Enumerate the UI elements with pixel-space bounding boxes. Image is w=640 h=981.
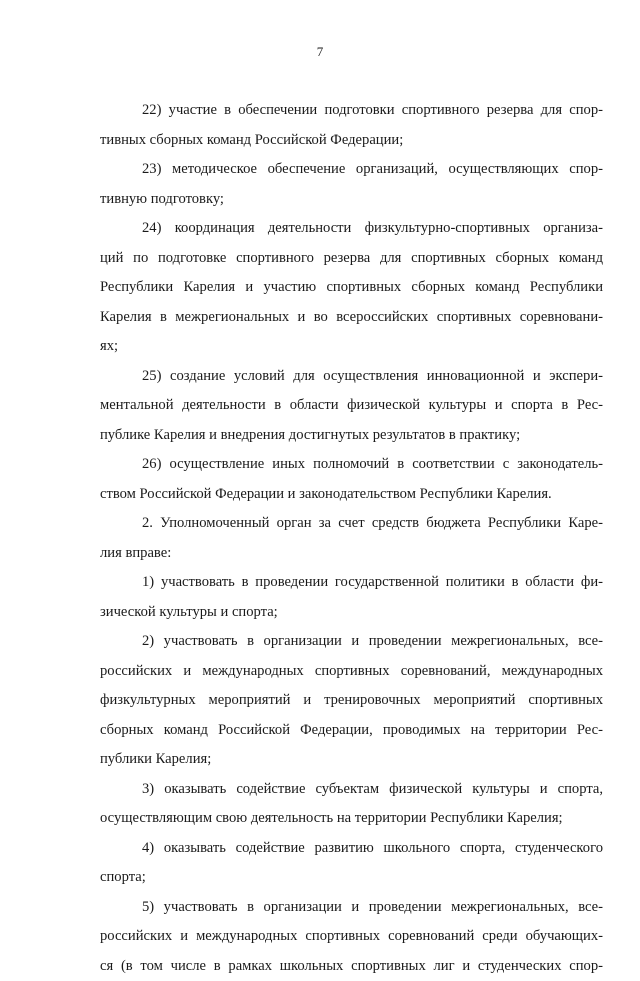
text-line: 5) участвовать в организации и проведении межрегиональных, все- xyxy=(100,893,603,923)
text-line: тивных сборных команд Российской Федерации; xyxy=(100,126,603,156)
text-line: 2. Уполномоченный орган за счет средств бюджета Республики Каре- xyxy=(100,509,603,539)
text-line: 25) создание условий для осуществления инновационной и экспери- xyxy=(100,362,603,392)
text-line: ментальной деятельности в области физической культуры и спорта в Рес- xyxy=(100,391,603,421)
text-line: спорта; xyxy=(100,863,603,893)
text-line: 2) участвовать в организации и проведении межрегиональных, все- xyxy=(100,627,603,657)
text-line: ях; xyxy=(100,332,603,362)
text-line: 3) оказывать содействие субъектам физической культуры и спорта, xyxy=(100,775,603,805)
text-line: публики Карелия; xyxy=(100,745,603,775)
text-line: сборных команд Российской Федерации, проводимых на территории Рес- xyxy=(100,716,603,746)
document-body xyxy=(100,96,603,981)
text-line: российских и международных спортивных соревнований, международных xyxy=(100,657,603,687)
text-line: Республики Карелия и участию спортивных сборных команд Республики xyxy=(100,273,603,303)
text-line: 24) координация деятельности физкультурно-спортивных организа- xyxy=(100,214,603,244)
text-line: физкультурных мероприятий и тренировочных мероприятий спортивных xyxy=(100,686,603,716)
text-line: 26) осуществление иных полномочий в соответствии с законодатель- xyxy=(100,450,603,480)
text-line: осуществляющим свою деятельность на территории Республики Карелия; xyxy=(100,804,603,834)
text-line: тивную подготовку; xyxy=(100,185,603,215)
text-line: публике Карелия и внедрения достигнутых результатов в практику; xyxy=(100,421,603,451)
text-line: лия вправе: xyxy=(100,539,603,569)
text-line: ством Российской Федерации и законодательством Республики Карелия. xyxy=(100,480,603,510)
text-line: 23) методическое обеспечение организаций, осуществляющих спор- xyxy=(100,155,603,185)
text-line: 1) участвовать в проведении государственной политики в области фи- xyxy=(100,568,603,598)
text-line: зической культуры и спорта; xyxy=(100,598,603,628)
text-line: 22) участие в обеспечении подготовки спортивного резерва для спор- xyxy=(100,96,603,126)
text-line: 4) оказывать содействие развитию школьного спорта, студенческого xyxy=(100,834,603,864)
text-line: ся (в том числе в рамках школьных спортивных лиг и студенческих спор- xyxy=(100,952,603,981)
text-line: ций по подготовке спортивного резерва для спортивных сборных команд xyxy=(100,244,603,274)
text-line: российских и международных спортивных соревнований среди обучающих- xyxy=(100,922,603,952)
text-line: Карелия в межрегиональных и во всероссийских спортивных соревновани- xyxy=(100,303,603,333)
page-number: 7 xyxy=(0,44,640,60)
